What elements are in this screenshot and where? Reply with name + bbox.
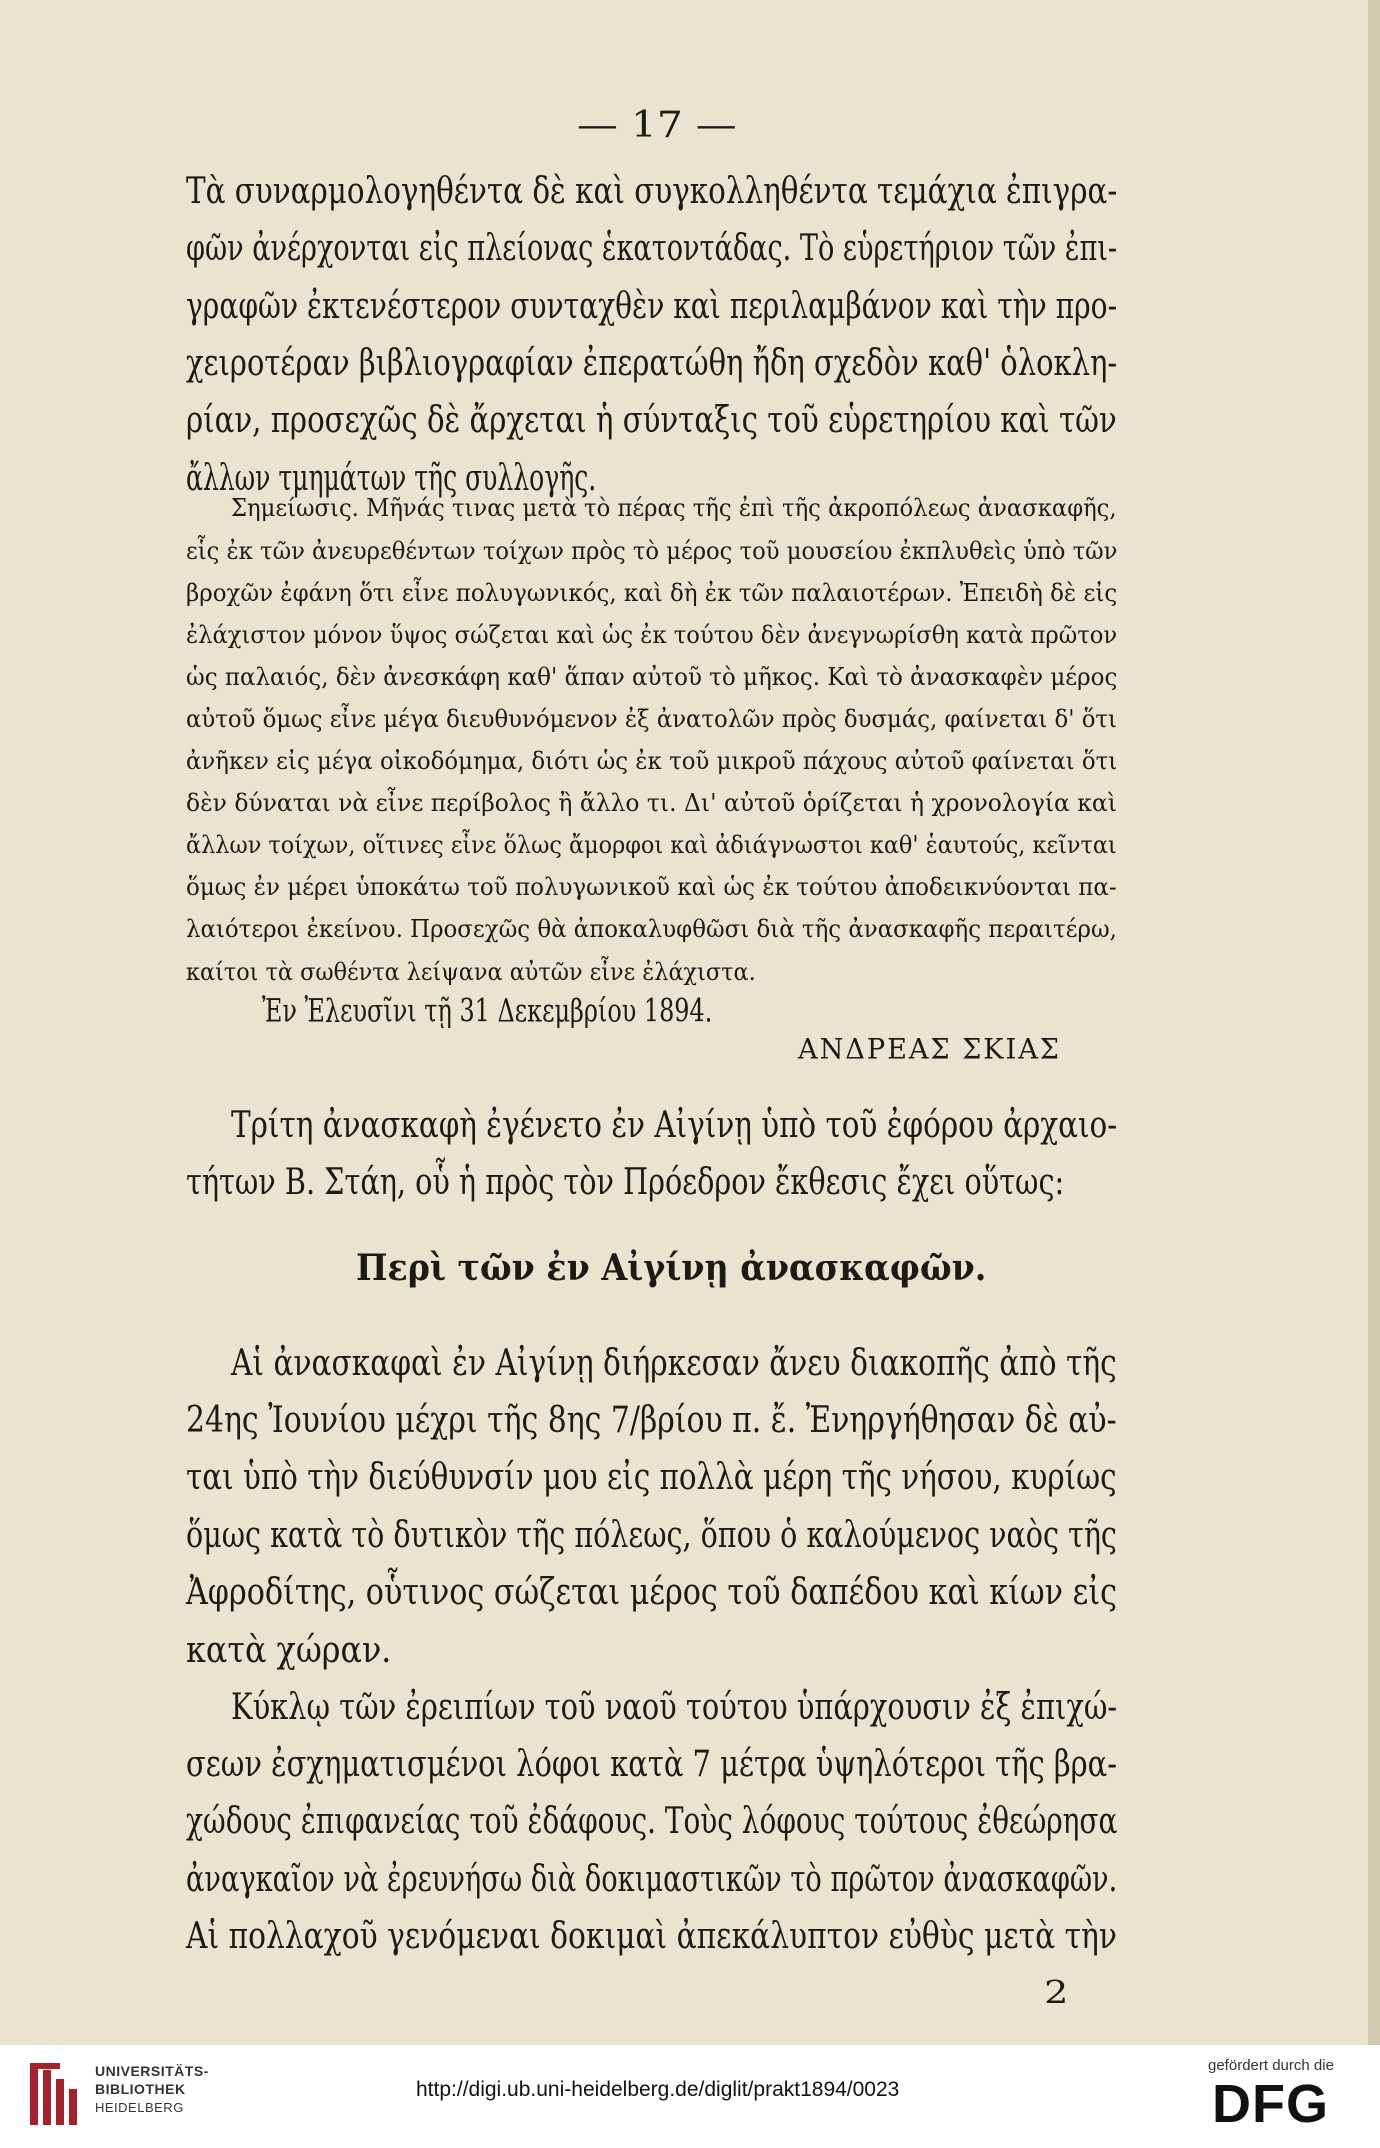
text-line: Τρίτη ἀνασκαφὴ ἐγένετο ἐν Αἰγίνῃ ὑπὸ τοῦ ἐφόρου ἀρχαιο- — [231, 1105, 1118, 1147]
signature-mark: 2 — [1044, 1973, 1069, 2012]
library-name-line: BIBLIOTHEK — [95, 2081, 186, 2097]
note-line: ὡς παλαιός, δὲν ἀνεσκάφη καθ' ἅπαν αὐτοῦ τὸ μῆκος. Καὶ τὸ ἀνασκαφὲν μέρος — [186, 663, 1118, 692]
text-line: ἀναγκαῖον νὰ ἐρευνήσω διὰ δοκιμαστικῶν τὸ πρῶτον ἀνασκαφῶν. — [186, 1859, 1118, 1901]
text-line: Αἱ πολλαχοῦ γενόμεναι δοκιμαὶ ἀπεκάλυπτον εὐθὺς μετὰ τὴν — [186, 1916, 1117, 1958]
text-line: χώδους ἐπιφανείας τοῦ ἐδάφους. Τοὺς λόφους τούτους ἐθεώρησα — [186, 1801, 1118, 1843]
text-line: ἄλλων τμημάτων τῆς συλλογῆς. — [186, 458, 597, 500]
note-line: δὲν δύναται νὰ εἶνε περίβολος ἢ ἄλλο τι. Δι' αὐτοῦ ὁρίζεται ἡ χρονολογία καὶ — [186, 789, 1117, 818]
text-line: ται ὑπὸ τὴν διεύθυνσίν μου εἰς πολλὰ μέρη τῆς νήσου, κυρίως — [186, 1457, 1117, 1499]
note-line: καίτοι τὰ σωθέντα λείψανα αὐτῶν εἶνε ἐλάχιστα. — [186, 958, 756, 987]
text-line: Αἱ ἀνασκαφαὶ ἐν Αἰγίνῃ διήρκεσαν ἄνευ διακοπῆς ἀπὸ τῆς — [231, 1343, 1117, 1385]
text-line: Τὰ συναρμολογηθέντα δὲ καὶ συγκολληθέντα τεμάχια ἐπιγρα- — [186, 171, 1118, 213]
note-line: ἀνῆκεν εἰς μέγα οἰκοδόμημα, διότι ὡς ἐκ τοῦ μικροῦ πάχους αὐτοῦ φαίνεται ὅτι — [186, 747, 1118, 776]
text-line: φῶν ἀνέρχονται εἰς πλείονας ἑκατοντάδας. Τὸ εὑρετήριον τῶν ἐπι- — [186, 228, 1118, 270]
dfg-logo[interactable]: DFG — [1212, 2074, 1329, 2134]
author-signature: ΑΝΔΡΕΑΣ ΣΚΙΑΣ — [798, 1032, 1061, 1066]
permalink-url[interactable]: http://digi.ub.uni-heidelberg.de/diglit/prakt1894/0023 — [416, 2078, 900, 2101]
library-name-line: UNIVERSITÄTS- — [95, 2063, 209, 2079]
library-name-line: HEIDELBERG — [95, 2100, 184, 2115]
note-line: αὐτοῦ ὅμως εἶνε μέγα διευθυνόμενον ἐξ ἀνατολῶν πρὸς δυσμάς, φαίνεται δ' ὅτι — [186, 705, 1117, 734]
note-line: ἐλάχιστον μόνον ὕψος σώζεται καὶ ὡς ἐκ τούτου δὲν ἀνεγνωρίσθη κατὰ πρῶτον — [186, 621, 1118, 650]
note-line: βροχῶν ἐφάνη ὅτι εἶνε πολυγωνικός, καὶ δὴ ἐκ τῶν παλαιοτέρων. Ἐπειδὴ δὲ εἰς — [186, 579, 1118, 608]
text-line: ὅμως κατὰ τὸ δυτικὸν τῆς πόλεως, ὅπου ὁ καλούμενος ναὸς τῆς — [186, 1515, 1117, 1557]
note-line: εἷς ἐκ τῶν ἀνευρεθέντων τοίχων πρὸς τὸ μέρος τοῦ μουσείου ἐκπλυθεὶς ὑπὸ τῶν — [186, 537, 1118, 566]
ub-heidelberg-logo-icon[interactable] — [30, 2063, 80, 2125]
footer-bar — [0, 2045, 1380, 2148]
text-line: Ἀφροδίτης, οὗτινος σώζεται μέρος τοῦ δαπέδου καὶ κίων εἰς — [186, 1572, 1117, 1614]
funded-by-label: gefördert durch die — [1208, 2057, 1334, 2074]
text-line: σεων ἐσχηματισμένοι λόφοι κατὰ 7 μέτρα ὑψηλότεροι τῆς βρα- — [186, 1744, 1117, 1786]
text-line: ρίαν, προσεχῶς δὲ ἄρχεται ἡ σύνταξις τοῦ εὑρετηρίου καὶ τῶν — [186, 400, 1117, 442]
note-line: ἄλλων τοίχων, οἵτινες εἶνε ὅλως ἄμορφοι καὶ ἀδιάγνωστοι καθ' ἑαυτούς, κεῖνται — [186, 831, 1117, 860]
text-line: κατὰ χώραν. — [186, 1630, 392, 1672]
note-line: λαιότεροι ἐκείνου. Προσεχῶς θὰ ἀποκαλυφθῶσι διὰ τῆς ἀνασκαφῆς περαιτέρω, — [186, 915, 1117, 944]
dateline: Ἐν Ἐλευσῖνι τῇ 31 Δεκεμβρίου 1894. — [262, 991, 713, 1030]
text-line: 24ης Ἰουνίου μέχρι τῆς 8ης 7/βρίου π. ἔ. Ἐνηργήθησαν δὲ αὐ- — [186, 1400, 1117, 1442]
note-line: Σημείωσις. Μῆνάς τινας μετὰ τὸ πέρας τῆς ἐπὶ τῆς ἀκροπόλεως ἀνασκαφῆς, — [231, 494, 1117, 523]
note-line: ὅμως ἐν μέρει ὑποκάτω τοῦ πολυγωνικοῦ καὶ ὡς ἐκ τούτου ἀποδεικνύονται πα- — [186, 873, 1117, 902]
text-line: Κύκλῳ τῶν ἐρειπίων τοῦ ναοῦ τούτου ὑπάρχουσιν ἐξ ἐπιχώ- — [231, 1687, 1118, 1729]
page-number: — 17 — — [577, 105, 737, 147]
text-line: χειροτέραν βιβλιογραφίαν ἐπερατώθη ἤδη σχεδὸν καθ' ὁλοκλη- — [186, 343, 1118, 385]
text-line: τήτων Β. Στάη, οὗ ἡ πρὸς τὸν Πρόεδρον ἔκθεσις ἔχει οὕτως: — [186, 1162, 1065, 1204]
page-edge-shadow — [1368, 0, 1380, 2045]
section-heading: Περὶ τῶν ἐν Αἰγίνῃ ἀνασκαφῶν. — [356, 1247, 987, 1290]
text-line: γραφῶν ἐκτενέστερον συνταχθὲν καὶ περιλαμβάνον καὶ τὴν προ- — [186, 286, 1118, 328]
